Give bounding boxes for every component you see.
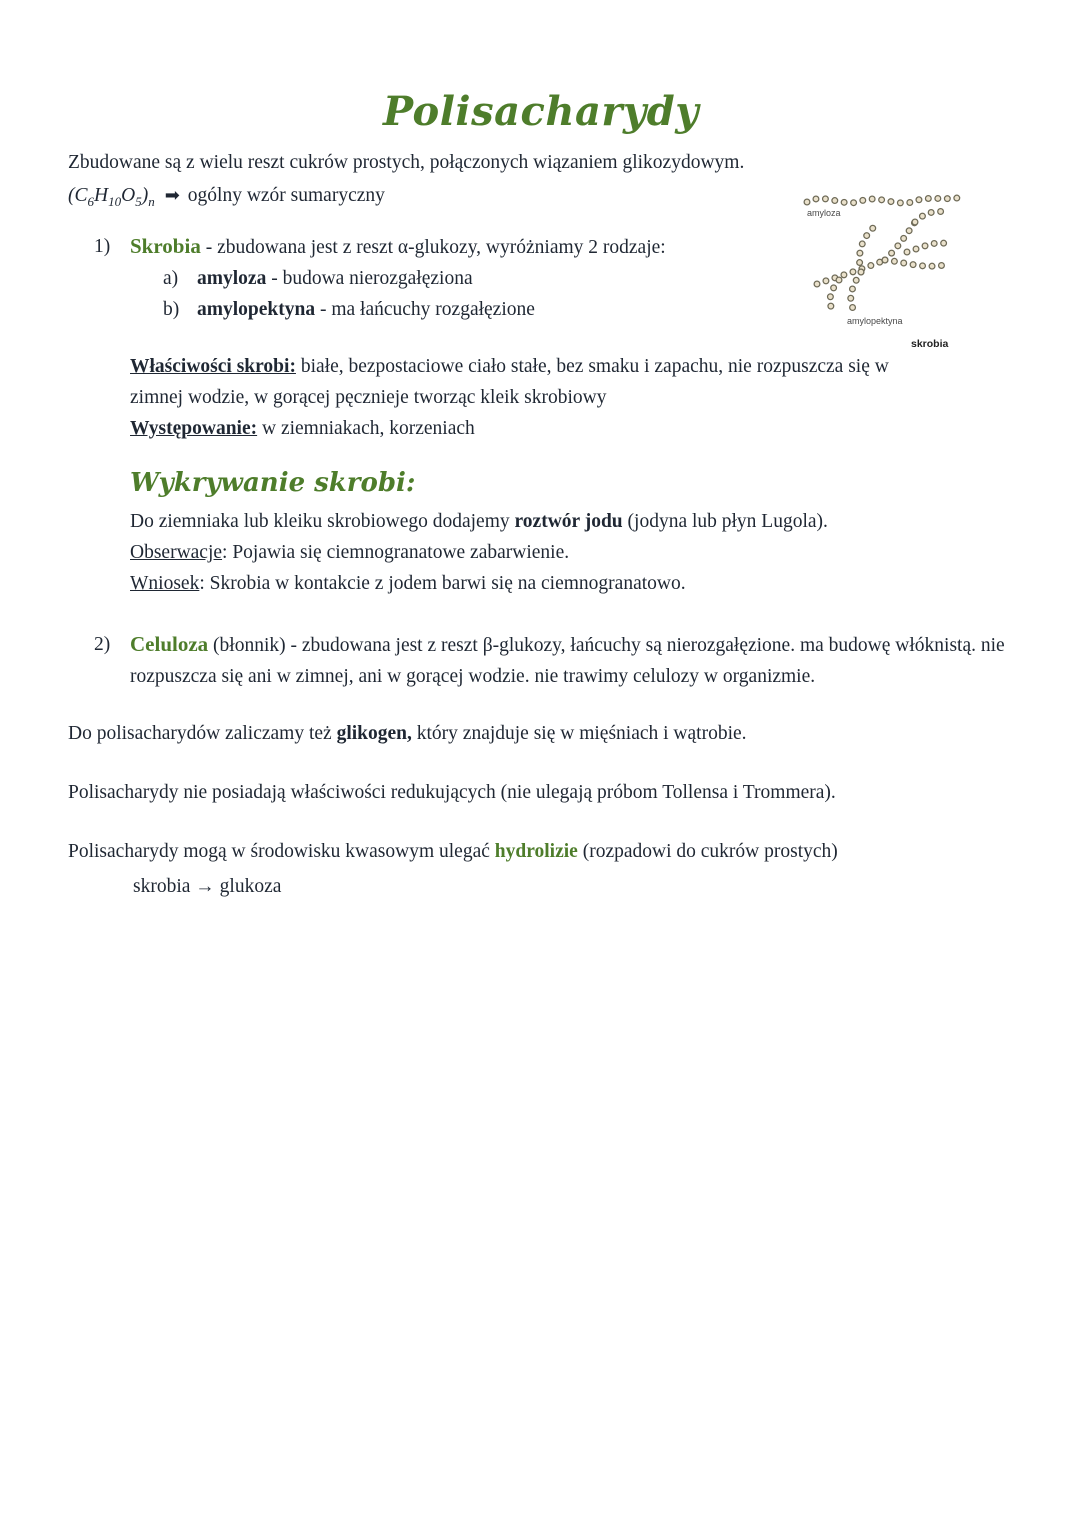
detection-step-post: (jodyna lub płyn Lugola).	[622, 510, 828, 532]
list-item-celuloza	[94, 629, 1014, 692]
list-marker: 1)	[94, 235, 111, 257]
observation-text: : Pojawia się ciemnogranatowe zabarwienie.	[222, 541, 570, 563]
term-skrobia: Skrobia	[130, 233, 201, 258]
sublist-content	[197, 294, 535, 325]
list-marker: 2)	[94, 633, 111, 655]
amylopektyna-desc: - ma łańcuchy rozgałęzione	[315, 298, 535, 320]
term-celuloza: Celuloza	[130, 631, 209, 656]
hydrolysis-post: (rozpadowi do cukrów prostych)	[577, 840, 838, 862]
observation-line	[130, 537, 960, 568]
glikogen-term: glikogen,	[336, 722, 412, 744]
amyloza-desc: - budowa nierozgałęziona	[266, 267, 473, 289]
occurrence-text: w ziemniakach, korzeniach	[257, 417, 475, 439]
formula-note: ogólny wzór sumaryczny	[187, 185, 385, 206]
sublist-marker: a)	[163, 267, 179, 289]
iodine-solution-term: roztwór jodu	[514, 510, 623, 532]
sublist-content	[197, 263, 473, 294]
occurrence-label: Występowanie:	[130, 417, 258, 439]
starch-structure-diagram	[803, 188, 983, 353]
conclusion-text: : Skrobia w kontakcie z jodem barwi się na ciemnogranatowo.	[199, 572, 686, 594]
hydrolysis-equation: skrobia → glukoza	[133, 875, 282, 897]
glikogen-post: który znajduje się w mięśniach i wątrobie.	[411, 722, 747, 744]
intro-paragraph: Zbudowane są z wielu reszt cukrów prostych, połączonych wiązaniem glikozydowym.	[68, 152, 745, 173]
list-item-content	[130, 629, 1014, 692]
amyloza-diagram-label: amyloza	[807, 208, 841, 218]
hydrolizie-term: hydrolizie	[494, 840, 578, 862]
hydrolysis-pre: Polisacharydy mogą w środowisku kwasowym ulegać	[68, 840, 495, 862]
hydrolysis-paragraph	[68, 836, 1014, 867]
reducing-properties-paragraph: Polisacharydy nie posiadają właściwości redukujących (nie ulegają próbom Tollensa i Trommera).	[68, 781, 836, 803]
properties-text: białe, bezpostaciowe ciało stałe, bez smaku i zapachu, nie rozpuszcza się w zimnej wodzie, w gorącej pęcznieje tworząc kleik skrobiowy	[130, 355, 889, 408]
glikogen-paragraph	[68, 718, 1014, 749]
chemical-formula: $(C_6H_{10}O_5)_n$	[68, 185, 155, 209]
amylopektyna-diagram-label: amylopektyna	[847, 316, 903, 326]
celuloza-desc: (błonnik) - zbudowana jest z reszt β-glukozy, łańcuchy są nierozgałęzione. ma budowę włóknistą. nie rozpuszcza się ani w zimnej, ani w gorącej wodzie. nie trawimy celulozy w organizmie.	[130, 634, 1005, 687]
term-amylopektyna: amylopektyna	[197, 298, 316, 320]
page-title: Polisacharydy	[383, 88, 699, 135]
sublist-marker: b)	[163, 298, 180, 320]
conclusion-label: Wniosek	[130, 572, 200, 594]
observation-label: Obserwacje	[130, 541, 223, 563]
right-arrow-icon: ➡	[164, 185, 180, 206]
glikogen-pre: Do polisacharydów zaliczamy też	[68, 722, 337, 744]
term-amyloza: amyloza	[197, 267, 267, 289]
skrobia-desc: - zbudowana jest z reszt α-glukozy, wyróżniamy 2 rodzaje:	[200, 236, 666, 258]
detection-heading: Wykrywanie skrobi:	[130, 467, 416, 498]
detection-step	[130, 506, 960, 537]
conclusion-line	[130, 568, 960, 599]
detection-step-pre: Do ziemniaka lub kleiku skrobiowego dodajemy	[130, 510, 515, 532]
properties-label: Właściwości skrobi:	[130, 355, 296, 377]
properties-paragraph	[130, 351, 930, 444]
skrobia-diagram-label: skrobia	[911, 338, 949, 350]
